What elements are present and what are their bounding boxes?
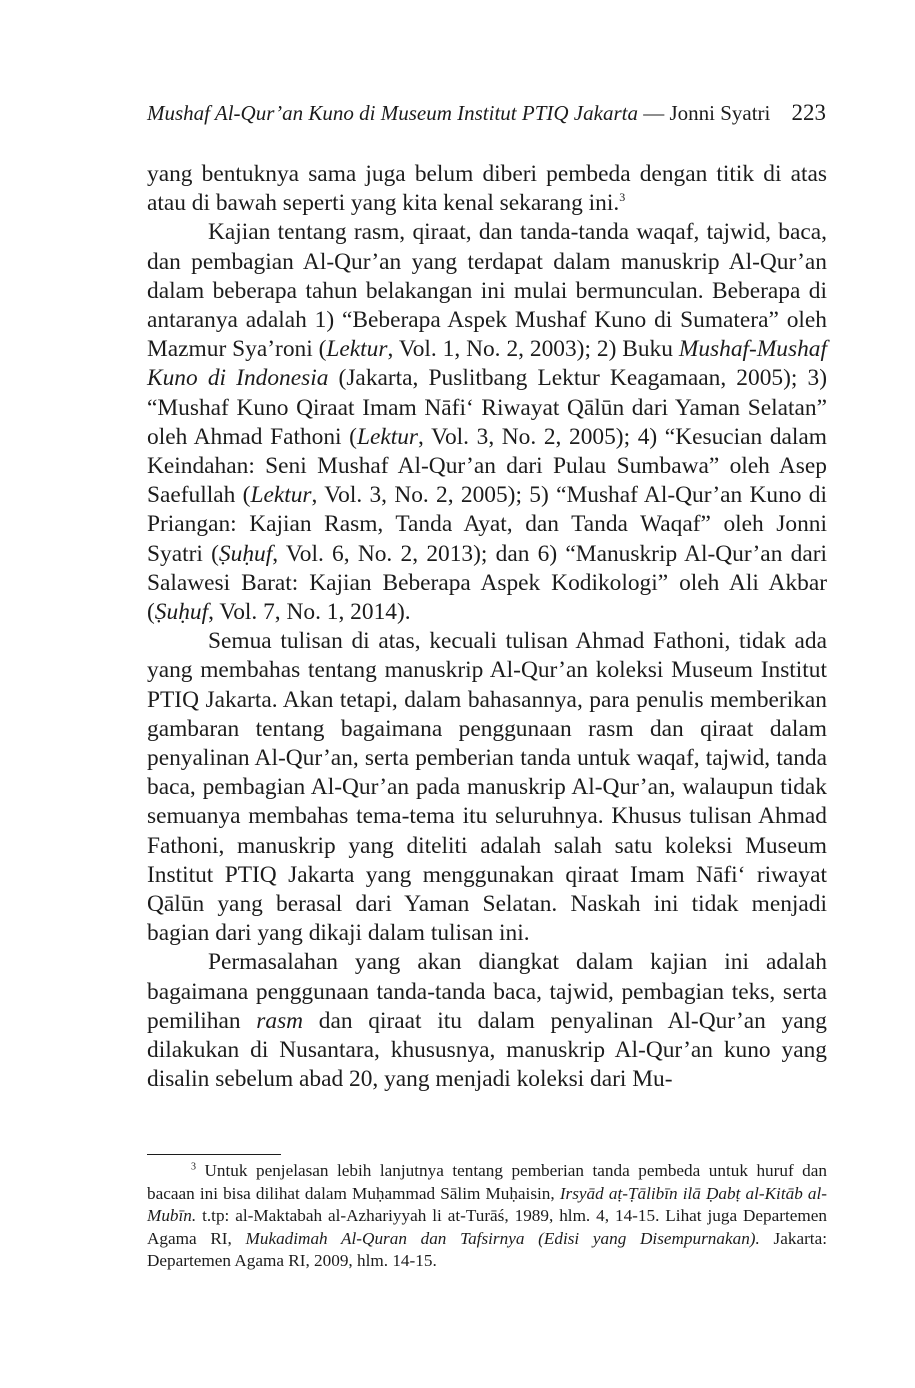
italic-text: Mukadimah Al-Quran dan Tafsirnya (Edisi yang Disempurnakan).	[245, 1228, 760, 1248]
text-run: Permasalahan yang akan diangkat dalam kajian ini adalah bagaimana penggunaan tanda-tanda baca, tajwid, pembagian teks, serta pemilihan	[147, 949, 827, 1034]
body-text	[147, 160, 827, 1095]
italic-text: rasm	[256, 1007, 304, 1034]
italic-text: Lektur	[326, 336, 388, 363]
italic-text: Ṣuḥuf	[154, 599, 209, 626]
italic-text: Mushaf-Mushaf Kuno di Indonesia	[147, 336, 827, 392]
footnote-marker: 3	[191, 1161, 196, 1173]
paragraph	[147, 627, 827, 948]
running-header	[147, 98, 826, 128]
italic-text: Lektur	[356, 423, 419, 450]
italic-text: Lektur	[250, 482, 312, 509]
text-run: dan qiraat itu dalam penyalinan Al-Qur’an yang dilakukan di Nusantara, khususnya, manuskrip Al-Qur’an kuno yang disalin sebelum abad 20, yang menjadi koleksi dari Mu-	[147, 1007, 828, 1093]
text-run: yang bentuknya sama juga belum diberi pembeda dengan titik di atas atau di bawah seperti yang kita kenal sekarang ini.	[147, 161, 827, 217]
running-title	[147, 98, 770, 128]
text-run: , Vol. 7, No. 1, 2014).	[208, 599, 411, 626]
journal-title: Mushaf Al-Qur’an Kuno di Museum Institut PTIQ Jakarta	[147, 101, 638, 125]
text-run: Jakarta: Departemen Agama RI, 2009, hlm. 14-15.	[147, 1228, 827, 1271]
text-run: , Vol. 3, No. 2, 2005); 5) “Mushaf Al-Qur’an Kuno di Priangan: Kajian Rasm, Tanda Ayat, dan Tanda Waqaf” oleh Jonni Syatri (	[147, 482, 827, 567]
paragraph	[147, 948, 827, 1094]
text-run: Semua tulisan di atas, kecuali tulisan Ahmad Fathoni, tidak ada yang membahas tentang manuskrip Al-Qur’an koleksi Museum Institut PTIQ Jakarta. Akan tetapi, dalam bahasannya, para penulis memberikan gambaran tentang bagaimana penggunaan rasm dan qiraat dalam penyalinan Al-Qur’an, serta pemberian tanda untuk waqaf, tajwid, tanda baca, pembagian Al-Qur’an pada manuskrip Al-Qur’an, walaupun tidak semuanya membahas tema-tema itu seluruhnya. Khusus tulisan Ahmad Fathoni, manuskrip yang diteliti adalah salah satu koleksi Museum Institut PTIQ Jakarta yang menggunakan qiraat Imam Nāfi‘ riwayat Qālūn yang berasal dari Yaman Selatan. Naskah ini tidak menjadi bagian dari yang dikaji dalam tulisan ini.	[147, 628, 827, 947]
page-number: 223	[791, 100, 826, 125]
footnote	[147, 1160, 827, 1273]
footnote-marker: 3	[619, 190, 626, 205]
header-author: — Jonni Syatri	[637, 101, 771, 125]
footnote-rule	[147, 1154, 281, 1155]
text-run: , Vol. 1, No. 2, 2003); 2) Buku	[387, 336, 679, 363]
text-run: , Vol. 6, No. 2, 2013); dan 6) “Manuskrip Al-Qur’an dari Salawesi Barat: Kajian Beberapa Aspek Kodikologi” oleh Ali Akbar (	[147, 540, 828, 626]
text-run: Untuk penjelasan lebih lanjutnya tentang pemberian tanda pembeda untuk huruf dan bacaan ini bisa dilihat dalam Muḥammad Sālim Muḥaisin,	[147, 1161, 827, 1203]
text-run: t.tp: al-Maktabah al-Azhariyyah li at-Turāś, 1989, hlm. 4, 14-15. Lihat juga Departemen Agama RI,	[147, 1206, 827, 1248]
text-run: , Vol. 3, No. 2, 2005); 4) “Kesucian dalam Keindahan: Seni Mushaf Al-Qur’an dari Pulau Sumbawa” oleh Asep Saefullah (	[147, 423, 827, 509]
italic-text: Ṣuḥuf	[218, 540, 273, 567]
paragraph	[147, 218, 827, 627]
paragraph	[147, 160, 827, 218]
italic-text: Irsyād aṭ-Ṭālibīn ilā Ḍabṭ al-Kitāb al-Mubīn.	[147, 1183, 827, 1226]
text-run: (Jakarta, Puslitbang Lektur Keagamaan, 2005); 3) “Mushaf Kuno Qiraat Imam Nāfi‘ Riwayat Qālūn dari Yaman Selatan” oleh Ahmad Fathoni (	[147, 365, 827, 450]
text-run: Kajian tentang rasm, qiraat, dan tanda-tanda waqaf, tajwid, baca, dan pembagian Al-Qur’an yang terdapat dalam manuskrip Al-Qur’an dalam beberapa tahun belakangan ini mulai bermunculan. Beberapa di antaranya adalah 1) “Beberapa Aspek Mushaf Kuno di Sumatera” oleh Mazmur Sya’roni (	[147, 219, 827, 363]
